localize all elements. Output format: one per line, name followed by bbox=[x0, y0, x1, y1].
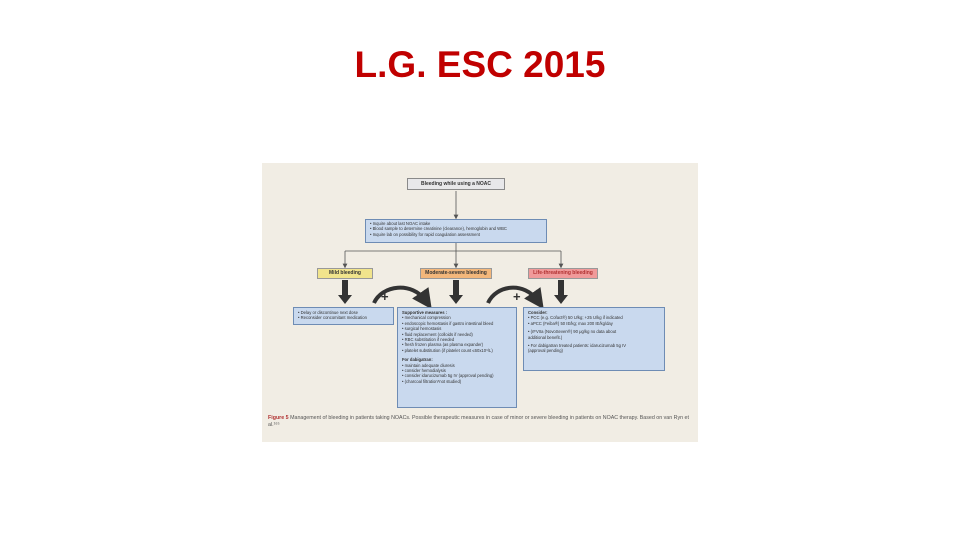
mild-measures-box bbox=[293, 307, 394, 325]
consider-item: (approval pending) bbox=[528, 348, 563, 354]
inquiry-box bbox=[365, 219, 547, 243]
dabigatran-item: • consider hemodialysis bbox=[402, 368, 446, 374]
mild-measure-item: • Delay or discontinue next dose bbox=[298, 310, 358, 315]
consider-item: • PCC (e.g. Cofact®) 50 U/kg; +25 U/kg if indicated bbox=[528, 315, 623, 321]
arrow-moderate-to-measures bbox=[449, 280, 463, 304]
supportive-item: • mechanical compression bbox=[402, 315, 451, 321]
bleeding-management-figure bbox=[262, 163, 698, 442]
supportive-measures-box bbox=[397, 307, 517, 408]
consider-item: • aPCC (Feiba®) 50 IE/kg; max 200 IE/kg/day bbox=[528, 320, 613, 326]
figure-caption-text: Management of bleeding in patients taking NOACs. Possible therapeutic measures in case of minor or severe bleeding in patients on NOAC therapy. Based on van Ryn et al.¹⁶⁵ bbox=[268, 415, 689, 428]
supportive-item: • endoscopic hemostasis if gastro intestinal bleed bbox=[402, 320, 494, 326]
dabigatran-item: • (charcoal filtration*not studied) bbox=[402, 378, 462, 384]
slide-title: L.G. ESC 2015 bbox=[354, 44, 606, 85]
figure-caption bbox=[268, 415, 692, 429]
arrow-mild-to-measures bbox=[338, 280, 352, 304]
mild-measure-item: • Reconsider concomitant medication bbox=[298, 315, 367, 321]
supportive-item: • surgical hemostasis bbox=[402, 326, 442, 332]
supportive-item: • platelet substitution (if platelet count ≤60x10⁹/L) bbox=[402, 347, 493, 353]
supportive-item: • fresh frozen plasma (as plasma expander) bbox=[402, 342, 484, 348]
supportive-item: • RBC substitution if needed bbox=[402, 337, 455, 343]
dabigatran-item: • maintain adequate diuresis bbox=[402, 362, 455, 368]
mild-bleeding-box: Mild bleeding bbox=[317, 268, 373, 279]
dabigatran-item: • consider idarucizumab 5g IV (approval pending) bbox=[402, 373, 494, 379]
consider-title: Consider: bbox=[528, 310, 548, 315]
plus-sign: + bbox=[513, 289, 521, 304]
supportive-title: Supportive measures : bbox=[402, 310, 448, 315]
inquiry-item: • Inquire lab on possibility for rapid coagulation assessment bbox=[370, 231, 480, 237]
life-threatening-bleeding-box: Life-threatening bleeding bbox=[528, 268, 598, 279]
inquiry-item: • Blood sample to determine creatinine (clearance), hemoglobin and WBC bbox=[370, 226, 507, 232]
bleeding-while-using-noac-box: Bleeding while using a NOAC bbox=[407, 178, 505, 190]
arrow-life-to-measures bbox=[554, 280, 568, 304]
inquiry-item: • Inquire about last NOAC intake bbox=[370, 221, 431, 226]
consider-box bbox=[523, 307, 665, 371]
figure-label: Figure 5 bbox=[268, 415, 289, 421]
consider-item: additional benefit.) bbox=[528, 334, 563, 340]
moderate-severe-bleeding-box: Moderate-severe bleeding bbox=[420, 268, 492, 279]
dabigatran-title: For dabigatran: bbox=[402, 357, 433, 363]
consider-item: • (rFVIIa (NovoSeven®) 90 μg/kg no data about bbox=[528, 329, 617, 335]
plus-sign: + bbox=[381, 289, 389, 304]
consider-item: • For dabigatran treated patients: idarucizumab 5g IV bbox=[528, 343, 627, 349]
supportive-item: • fluid replacement (colloids if needed) bbox=[402, 331, 473, 337]
